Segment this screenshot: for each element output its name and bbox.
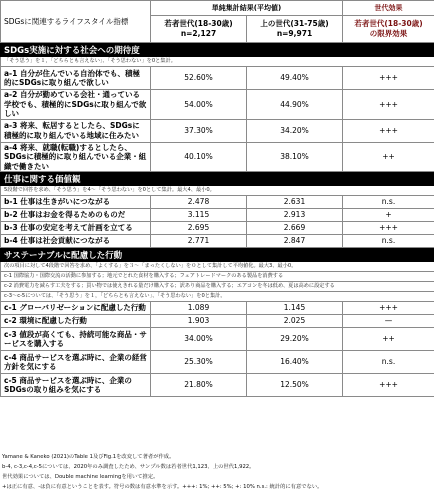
effect-group-header: 世代効果 (343, 1, 434, 16)
item-label: b-1 仕事は生きがいにつながる (1, 196, 151, 209)
section-header-row (1, 43, 434, 57)
section-note-row (1, 282, 434, 292)
young-value: 25.30% (151, 351, 247, 374)
old-value: 2.847 (247, 235, 343, 248)
section-title: サステーナブルに配慮した行動 (1, 248, 434, 262)
section-note-row (1, 186, 434, 196)
old-value: 2.913 (247, 209, 343, 222)
young-value: 2.478 (151, 196, 247, 209)
effect-value: +++ (343, 302, 434, 315)
section-note-row (1, 57, 434, 67)
table-row (1, 235, 434, 248)
effect-column-header (343, 16, 434, 43)
item-label: c-2 環境に配慮した行動 (1, 315, 151, 328)
item-label: a-4 将来、就職(転職)するとしたら、SDGsに積極的に取り組んでいる企業・組織で働きたい (1, 142, 151, 172)
old-value: 16.40% (247, 351, 343, 374)
section-header-row (1, 248, 434, 262)
effect-value: ++ (343, 328, 434, 351)
table-row (1, 142, 434, 172)
effect-value: n.s. (343, 196, 434, 209)
young-value: 1.903 (151, 315, 247, 328)
footer-notes (2, 452, 432, 492)
table-row (1, 302, 434, 315)
item-label: c-4 商品サービスを選ぶ時に、企業の経営方針を気にする (1, 351, 151, 374)
effect-value: — (343, 315, 434, 328)
young-value: 2.695 (151, 222, 247, 235)
old-value: 1.145 (247, 302, 343, 315)
table-row (1, 119, 434, 142)
effect-value: n.s. (343, 351, 434, 374)
young-value: 2.771 (151, 235, 247, 248)
old-value: 38.10% (247, 142, 343, 172)
effect-value: +++ (343, 119, 434, 142)
old-value: 2.025 (247, 315, 343, 328)
section-note: c-2 消費電力を減らす工夫をする；買い物では使えきれる量だけ購入する；訳あり商品を購入する；エアコンを冬は低め、夏は高めに設定する (1, 282, 434, 292)
table-row (1, 67, 434, 90)
item-label: c-3 値段が高くても、持続可能な商品・サービスを購入する (1, 328, 151, 351)
young-value: 54.00% (151, 90, 247, 120)
table-row (1, 328, 434, 351)
old-value: 12.50% (247, 374, 343, 397)
item-label: a-2 自分が勤めている会社・通っている学校でも、積極的にSDGsに取り組んで欲しい (1, 90, 151, 120)
item-label: a-3 将来、転居するとしたら、SDGsに積極的に取り組んでいる地域に住みたい (1, 119, 151, 142)
effect-column-label-2: の限界効果 (369, 29, 408, 38)
footer-note: Yamane & Kaneko (2021)のTable 1及びFig.1を改変して著者が作成。 (2, 454, 175, 460)
old-column-n: n=9,971 (276, 29, 313, 38)
item-label: b-2 仕事はお金を得るためのものだ (1, 209, 151, 222)
section-note-row (1, 292, 434, 302)
effect-value: +++ (343, 374, 434, 397)
section-note: 5段階で回答を求め、「そう思う」を4〜「そう思わない」を0として集計。最大4、最小0。 (1, 186, 434, 196)
section-note: 次の項目に対して4段階で回答を求め、「よくする」を３〜「まったくしない」を０として集計して平均値化。最大3、最小0。 (1, 262, 434, 272)
item-label: c-1 グローバリゼーションに配慮した行動 (1, 302, 151, 315)
table-row (1, 196, 434, 209)
table-row (1, 351, 434, 374)
young-value: 52.60% (151, 67, 247, 90)
effect-value: + (343, 209, 434, 222)
effect-value: n.s. (343, 235, 434, 248)
young-value: 3.115 (151, 209, 247, 222)
section-note-row (1, 262, 434, 272)
section-title: SDGs実施に対する社会への期待度 (1, 43, 434, 57)
section-note: 「そう思う」を１，「どちらとも言えない」、「そう思わない」を0と集計。 (1, 57, 434, 67)
table-row (1, 374, 434, 397)
table-row (1, 315, 434, 328)
effect-value: +++ (343, 90, 434, 120)
effect-value: +++ (343, 222, 434, 235)
young-column-header (151, 16, 247, 43)
item-label: c-5 商品サービスを選ぶ時に、企業のSDGsの取り組みを気にする (1, 374, 151, 397)
topic-header: SDGsに関連するライフスタイル指標 (1, 1, 151, 43)
item-label: b-3 仕事の安定を考えて計画を立てる (1, 222, 151, 235)
footer-note: b-4, c-3,c-4,c-5については、2020年のみ調査したため、サンプル数は若者世代1,123、上の世代1,922。 (2, 464, 255, 470)
young-value: 34.00% (151, 328, 247, 351)
old-value: 29.20% (247, 328, 343, 351)
effect-column-label-1: 若者世代(18-30歳) (354, 19, 423, 28)
table-row (1, 90, 434, 120)
young-value: 21.80% (151, 374, 247, 397)
item-label: b-4 仕事は社会貢献につながる (1, 235, 151, 248)
table-row (1, 209, 434, 222)
footer-note: +は正に有意、-は負に有意ということを表す。符号の数は有意水準を示す。+++: 1%; ++: 5%; +: 10% n.s.: 統計的に有意でない。 (2, 484, 323, 490)
old-value: 44.90% (247, 90, 343, 120)
old-column-label: 上の世代(31-75歳) (260, 19, 329, 28)
effect-value: ++ (343, 142, 434, 172)
table-row (1, 222, 434, 235)
old-value: 49.40% (247, 67, 343, 90)
young-value: 1.089 (151, 302, 247, 315)
young-value: 40.10% (151, 142, 247, 172)
item-label: a-1 自分が住んでいる自治体でも、積極的にSDGsに取り組んで欲しい (1, 67, 151, 90)
old-column-header (247, 16, 343, 43)
old-value: 34.20% (247, 119, 343, 142)
young-column-label: 若者世代(18-30歳) (164, 19, 233, 28)
footer-note: 世代効果については、Double machine learningを用いて推定。 (2, 474, 159, 480)
young-value: 37.30% (151, 119, 247, 142)
section-note-row (1, 272, 434, 282)
section-title: 仕事に関する価値観 (1, 172, 434, 186)
effect-value: +++ (343, 67, 434, 90)
section-note: c-1 国際協力・国際交流の活動に参加する；地元でとれた食材を購入する；フェアトレードマークのある製品を消費する (1, 272, 434, 282)
old-value: 2.669 (247, 222, 343, 235)
section-note: c-3〜c-5については、「そう思う」を１，「どちらとも言えない」、「そう思わない」を0と集計。 (1, 292, 434, 302)
section-header-row (1, 172, 434, 186)
young-column-n: n=2,127 (180, 29, 217, 38)
old-value: 2.631 (247, 196, 343, 209)
results-group-header: 単純集計結果(平均値) (151, 1, 343, 16)
